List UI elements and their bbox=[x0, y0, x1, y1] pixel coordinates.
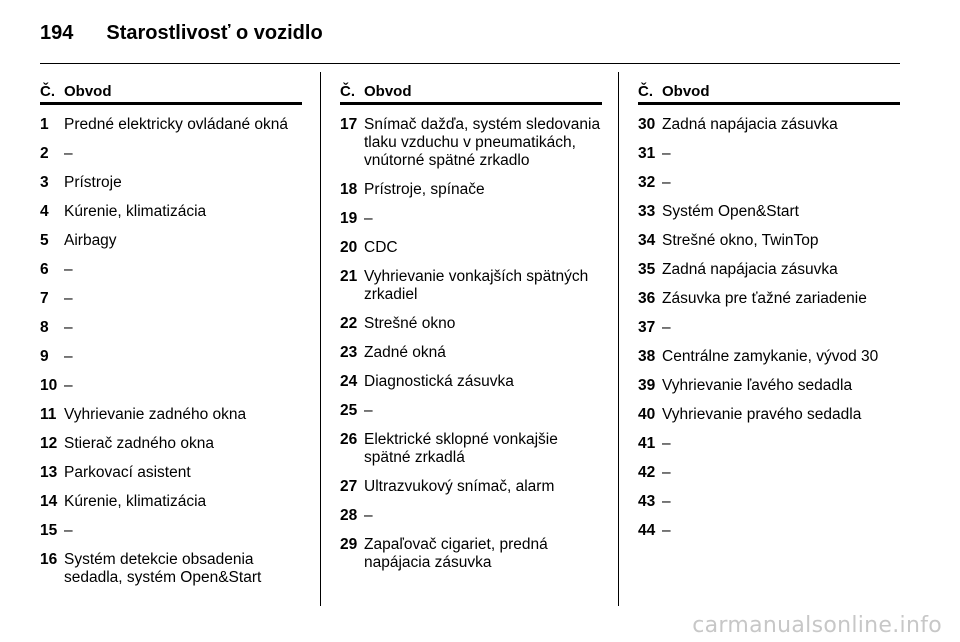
fuse-number: 38 bbox=[638, 348, 656, 365]
fuse-number: 26 bbox=[340, 431, 358, 448]
fuse-number: 35 bbox=[638, 261, 656, 278]
table-row bbox=[340, 234, 602, 263]
table-row bbox=[638, 343, 900, 372]
circuit-name: Predné elektricky ovládané okná bbox=[64, 116, 289, 133]
table-row bbox=[40, 285, 302, 314]
fuse-number: 33 bbox=[638, 203, 656, 220]
table-row bbox=[638, 401, 900, 430]
circuit-name: – bbox=[662, 174, 671, 191]
table-row bbox=[340, 176, 602, 205]
circuit-name: Airbagy bbox=[64, 232, 117, 249]
circuit-name: Elektrické sklopné vonkajšie spätné zrkadlá bbox=[364, 431, 558, 466]
circuit-name: Zadné okná bbox=[364, 344, 446, 361]
table-row bbox=[340, 310, 602, 339]
fuse-number: 39 bbox=[638, 377, 656, 394]
circuit-name: Systém Open&Start bbox=[662, 203, 799, 220]
fuse-table-column-3 bbox=[638, 80, 900, 546]
table-row bbox=[40, 227, 302, 256]
circuit-name: – bbox=[662, 464, 671, 481]
fuse-number: 37 bbox=[638, 319, 656, 336]
circuit-name: Zapaľovač cigariet, predná napájacia zásuvka bbox=[364, 536, 548, 571]
header-circuit: Obvod bbox=[64, 82, 112, 100]
fuse-number: 6 bbox=[40, 261, 49, 278]
table-row bbox=[40, 343, 302, 372]
circuit-name: – bbox=[662, 145, 671, 162]
page-header bbox=[40, 18, 323, 48]
table-row bbox=[340, 368, 602, 397]
fuse-number: 12 bbox=[40, 435, 58, 452]
circuit-name: Diagnostická zásuvka bbox=[364, 373, 514, 390]
circuit-name: Vyhrievanie vonkajších spätných zrkadiel bbox=[364, 268, 589, 303]
fuse-number: 18 bbox=[340, 181, 358, 198]
table-row bbox=[40, 401, 302, 430]
table-row bbox=[638, 256, 900, 285]
circuit-name: Snímač dažďa, systém sledovania tlaku vzduchu v pneumatikách, vnútorné spätné zrkadlo bbox=[364, 116, 601, 169]
table-row bbox=[638, 198, 900, 227]
table-row bbox=[40, 546, 302, 593]
fuse-number: 1 bbox=[40, 116, 49, 133]
circuit-name: Parkovací asistent bbox=[64, 464, 191, 481]
table-row bbox=[40, 314, 302, 343]
circuit-name: Vyhrievanie ľavého sedadla bbox=[662, 377, 853, 394]
circuit-name: Centrálne zamykanie, vývod 30 bbox=[662, 348, 879, 365]
table-row bbox=[40, 430, 302, 459]
column-divider bbox=[618, 72, 619, 606]
fuse-number: 29 bbox=[340, 536, 358, 553]
table-row bbox=[638, 169, 900, 198]
table-row bbox=[340, 531, 602, 578]
fuse-number: 7 bbox=[40, 290, 49, 307]
header-number: Č. bbox=[638, 82, 653, 100]
table-row bbox=[40, 517, 302, 546]
fuse-number: 42 bbox=[638, 464, 656, 481]
fuse-number: 3 bbox=[40, 174, 49, 191]
circuit-name: Stierač zadného okna bbox=[64, 435, 214, 452]
circuit-name: – bbox=[662, 435, 671, 452]
fuse-number: 28 bbox=[340, 507, 358, 524]
circuit-name: Kúrenie, klimatizácia bbox=[64, 493, 207, 510]
circuit-name: Strešné okno, TwinTop bbox=[662, 232, 819, 249]
circuit-name: Prístroje bbox=[64, 174, 122, 191]
table-row bbox=[340, 205, 602, 234]
table-row bbox=[638, 430, 900, 459]
column-divider bbox=[320, 72, 321, 606]
circuit-name: CDC bbox=[364, 239, 398, 256]
header-number: Č. bbox=[340, 82, 355, 100]
table-row bbox=[40, 488, 302, 517]
table-row bbox=[40, 198, 302, 227]
circuit-name: Ultrazvukový snímač, alarm bbox=[364, 478, 555, 495]
table-row bbox=[638, 285, 900, 314]
fuse-number: 27 bbox=[340, 478, 358, 495]
table-row bbox=[638, 488, 900, 517]
fuse-number: 10 bbox=[40, 377, 58, 394]
fuse-number: 19 bbox=[340, 210, 358, 227]
table-row bbox=[340, 502, 602, 531]
fuse-table-column-1 bbox=[40, 80, 302, 593]
fuse-number: 24 bbox=[340, 373, 358, 390]
circuit-name: – bbox=[64, 319, 73, 336]
table-row bbox=[40, 111, 302, 140]
circuit-name: – bbox=[364, 507, 373, 524]
watermark: carmanualsonline.info bbox=[692, 613, 942, 638]
circuit-name: – bbox=[64, 290, 73, 307]
fuse-number: 31 bbox=[638, 145, 656, 162]
circuit-name: – bbox=[64, 145, 73, 162]
fuse-number: 17 bbox=[340, 116, 358, 133]
circuit-name: – bbox=[662, 493, 671, 510]
table-row bbox=[340, 397, 602, 426]
circuit-name: Zadná napájacia zásuvka bbox=[662, 261, 838, 278]
fuse-number: 22 bbox=[340, 315, 358, 332]
fuse-number: 25 bbox=[340, 402, 358, 419]
header-divider bbox=[40, 63, 900, 64]
table-header bbox=[340, 80, 602, 105]
table-header bbox=[40, 80, 302, 105]
circuit-name: – bbox=[662, 319, 671, 336]
table-row bbox=[340, 263, 602, 310]
table-row bbox=[40, 459, 302, 488]
table-row bbox=[340, 111, 602, 176]
fuse-number: 9 bbox=[40, 348, 49, 365]
table-row bbox=[40, 256, 302, 285]
circuit-name: – bbox=[364, 402, 373, 419]
fuse-number: 40 bbox=[638, 406, 656, 423]
circuit-name: – bbox=[364, 210, 373, 227]
table-row bbox=[340, 426, 602, 473]
fuse-number: 14 bbox=[40, 493, 58, 510]
header-circuit: Obvod bbox=[364, 82, 412, 100]
fuse-number: 32 bbox=[638, 174, 656, 191]
fuse-number: 15 bbox=[40, 522, 58, 539]
circuit-name: Zásuvka pre ťažné zariadenie bbox=[662, 290, 867, 307]
fuse-number: 20 bbox=[340, 239, 358, 256]
circuit-name: – bbox=[64, 348, 73, 365]
fuse-number: 2 bbox=[40, 145, 49, 162]
fuse-number: 36 bbox=[638, 290, 656, 307]
circuit-name: Zadná napájacia zásuvka bbox=[662, 116, 838, 133]
table-row bbox=[40, 372, 302, 401]
fuse-number: 34 bbox=[638, 232, 656, 249]
fuse-number: 43 bbox=[638, 493, 656, 510]
circuit-name: – bbox=[662, 522, 671, 539]
fuse-number: 21 bbox=[340, 268, 358, 285]
table-row bbox=[638, 517, 900, 546]
table-row bbox=[638, 227, 900, 256]
table-header bbox=[638, 80, 900, 105]
circuit-name: Systém detekcie obsadenia sedadla, systém Open&Start bbox=[64, 551, 262, 586]
header-circuit: Obvod bbox=[662, 82, 710, 100]
fuse-number: 23 bbox=[340, 344, 358, 361]
fuse-table-column-2 bbox=[340, 80, 602, 578]
header-number: Č. bbox=[40, 82, 55, 100]
circuit-name: Vyhrievanie pravého sedadla bbox=[662, 406, 862, 423]
fuse-number: 5 bbox=[40, 232, 49, 249]
circuit-name: Strešné okno bbox=[364, 315, 456, 332]
fuse-number: 16 bbox=[40, 551, 58, 568]
fuse-number: 11 bbox=[40, 406, 57, 423]
table-row bbox=[638, 459, 900, 488]
table-row bbox=[40, 169, 302, 198]
page-number: 194 bbox=[40, 21, 74, 44]
table-row bbox=[638, 314, 900, 343]
circuit-name: Prístroje, spínače bbox=[364, 181, 485, 198]
table-row bbox=[638, 140, 900, 169]
table-row bbox=[340, 339, 602, 368]
table-row bbox=[638, 111, 900, 140]
page-title: Starostlivosť o vozidlo bbox=[106, 21, 323, 44]
circuit-name: Vyhrievanie zadného okna bbox=[64, 406, 247, 423]
fuse-number: 41 bbox=[638, 435, 656, 452]
table-row bbox=[340, 473, 602, 502]
table-row bbox=[638, 372, 900, 401]
fuse-number: 4 bbox=[40, 203, 49, 220]
fuse-number: 30 bbox=[638, 116, 656, 133]
fuse-number: 13 bbox=[40, 464, 58, 481]
circuit-name: Kúrenie, klimatizácia bbox=[64, 203, 207, 220]
fuse-number: 44 bbox=[638, 522, 656, 539]
circuit-name: – bbox=[64, 522, 73, 539]
circuit-name: – bbox=[64, 377, 73, 394]
circuit-name: – bbox=[64, 261, 73, 278]
fuse-number: 8 bbox=[40, 319, 49, 336]
table-row bbox=[40, 140, 302, 169]
